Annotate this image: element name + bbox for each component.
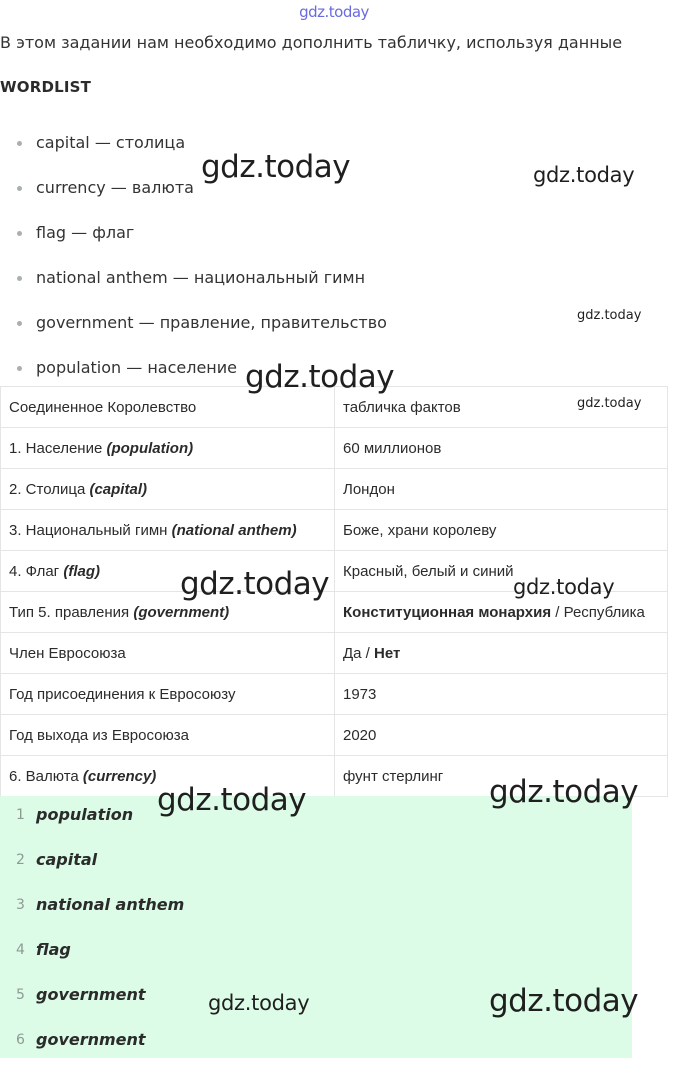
answer-item: 3 national anthem [0,886,632,931]
watermark: gdz.today [533,163,635,187]
answer-box [0,796,632,1058]
table-cell: фунт стерлинг [335,756,668,797]
bullet-icon [17,186,22,191]
table-row [1,510,668,551]
bullet-icon [17,231,22,236]
bullet-icon [17,276,22,281]
bullet-icon [17,366,22,371]
table-cell: 3. Национальный гимн (national anthem) [1,510,335,551]
watermark: gdz.today [489,983,639,1019]
site-watermark-top: gdz.today [299,3,369,21]
answer-item: 1 population [0,796,632,841]
answer-item: 6 government [0,1021,632,1066]
bullet-icon [17,141,22,146]
wordlist-heading: WORDLIST [0,78,92,96]
watermark: gdz.today [577,396,642,411]
answer-item: 2 capital [0,841,632,886]
table-cell: Конституционная монархия / Республика [335,592,668,633]
table-cell: 2020 [335,715,668,756]
answer-item: 4 flag [0,931,632,976]
watermark: gdz.today [208,991,310,1015]
bullet-icon [17,321,22,326]
answer-number: 5 [16,987,25,1003]
table-cell: 6. Валюта (currency) [1,756,335,797]
table-cell: Год выхода из Евросоюза [1,715,335,756]
table-cell: Лондон [335,469,668,510]
table-cell: 2. Столица (capital) [1,469,335,510]
watermark: gdz.today [513,575,615,599]
answer-list [0,796,632,1066]
table-row [1,674,668,715]
answer-item: 5 government [0,976,632,1021]
intro-text: В этом задании нам необходимо дополнить табличку, используя данные [0,33,623,52]
wordlist-item: population — население [0,353,387,398]
wordlist-item: currency — валюта [0,173,387,218]
wordlist [0,128,387,398]
table-header-row [1,387,668,428]
table-cell: 60 миллионов [335,428,668,469]
answer-number: 3 [16,897,25,913]
answer-number: 6 [16,1032,25,1048]
table-cell: Тип 5. правления (government) [1,592,335,633]
wordlist-item: capital — столица [0,128,387,173]
answer-number: 2 [16,852,25,868]
watermark: gdz.today [201,149,351,185]
table-cell: Соединенное Королевство [1,387,335,428]
table-row [1,756,668,797]
wordlist-item: government — правление, правительство [0,308,387,353]
watermark: gdz.today [577,308,642,323]
watermark: gdz.today [180,566,330,602]
answer-number: 1 [16,807,25,823]
table-cell: Красный, белый и синий [335,551,668,592]
wordlist-item: national anthem — национальный гимн [0,263,387,308]
table-row [1,428,668,469]
wordlist-item: flag — флаг [0,218,387,263]
watermark: gdz.today [489,774,639,810]
table-cell: 4. Флаг (flag) [1,551,335,592]
table-row [1,551,668,592]
table-cell: Год присоединения к Евросоюзу [1,674,335,715]
table-row [1,633,668,674]
table-cell: табличка фактов [335,387,668,428]
answer-number: 4 [16,942,25,958]
table-cell: Член Евросоюза [1,633,335,674]
table-row [1,592,668,633]
table-cell: Да / Нет [335,633,668,674]
table-row [1,469,668,510]
watermark: gdz.today [245,359,395,395]
table-cell: Боже, храни королеву [335,510,668,551]
table-cell: 1. Население (population) [1,428,335,469]
facts-table [0,386,668,797]
table-row [1,715,668,756]
watermark: gdz.today [157,782,307,818]
table-cell: 1973 [335,674,668,715]
